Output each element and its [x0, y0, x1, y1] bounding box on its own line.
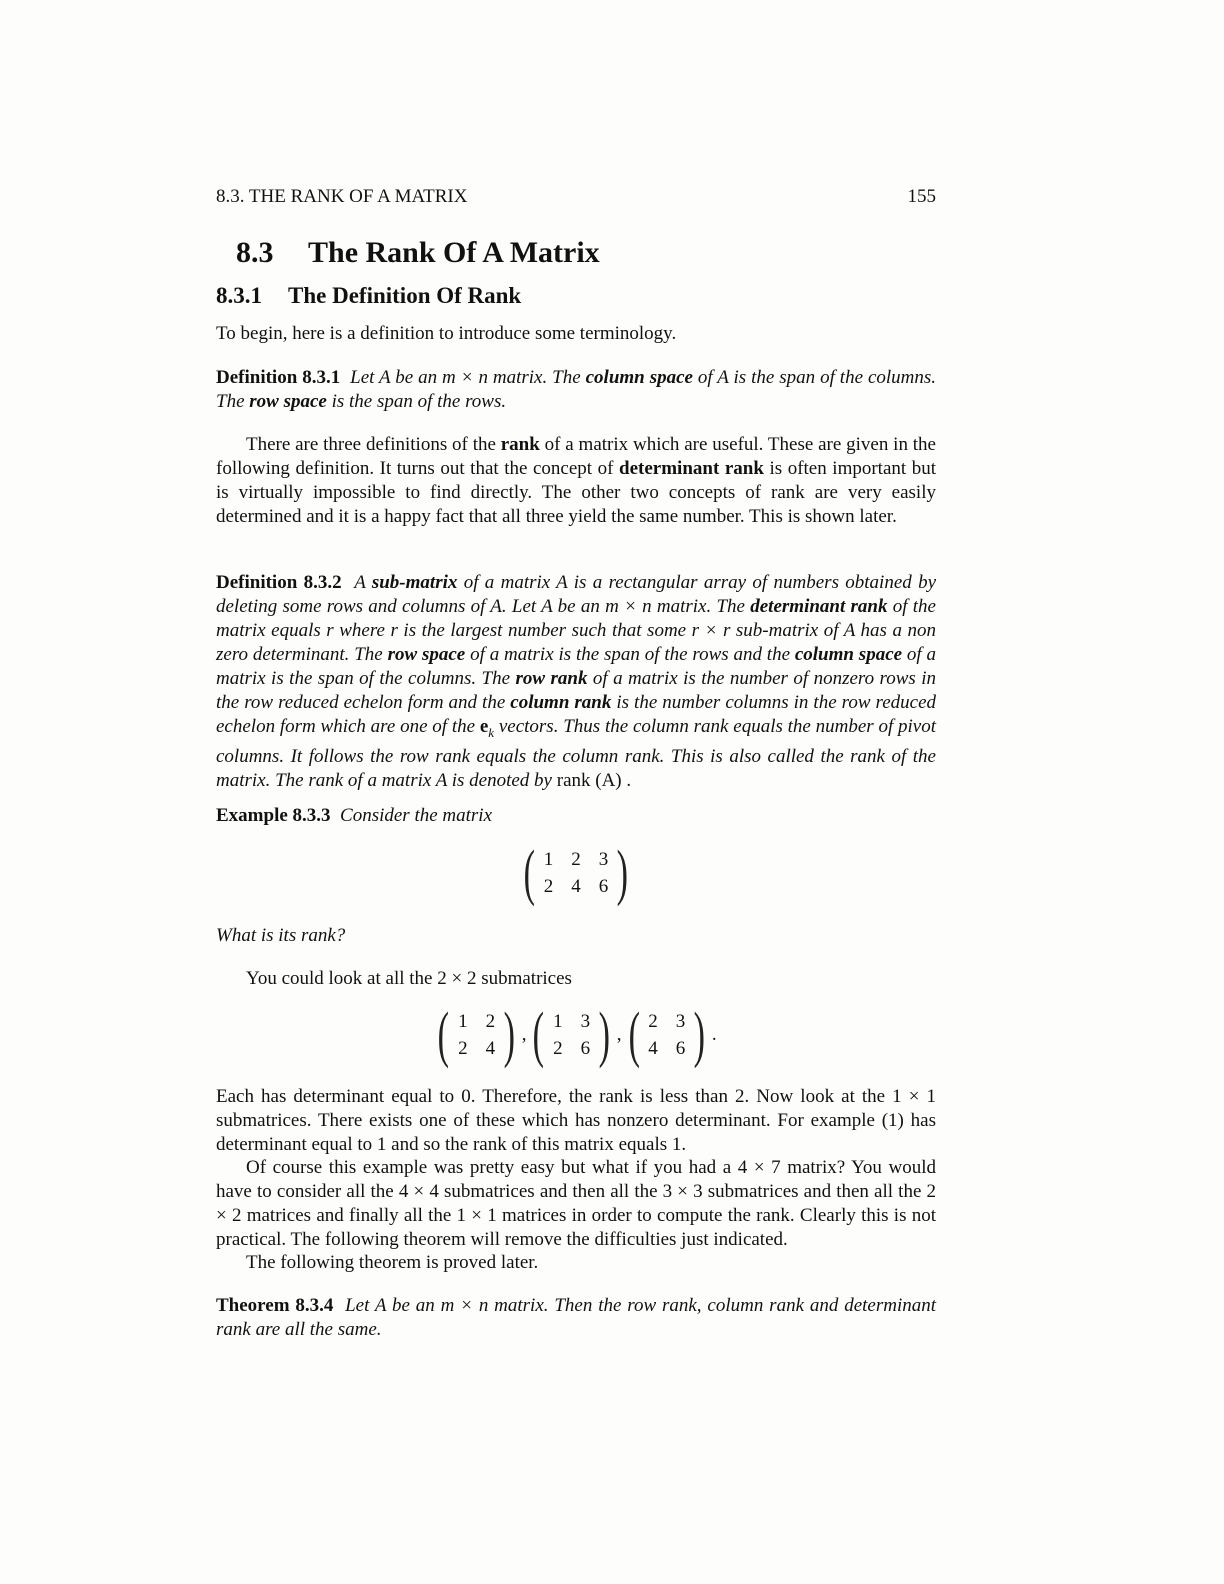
matrix-cell: 1 — [553, 1010, 563, 1032]
submatrix-separator: , — [521, 1024, 527, 1045]
term-row-rank: row rank — [515, 668, 588, 689]
paragraph-text: There are three definitions of the — [246, 434, 501, 455]
vector-subscript: k — [488, 724, 495, 740]
matrix-cell: 2 — [485, 1010, 496, 1032]
matrix-cell: 2 — [458, 1037, 468, 1059]
section-number: 8.3 — [236, 236, 274, 269]
submatrix — [528, 1001, 614, 1069]
rank-paragraph — [216, 433, 936, 529]
definition-text: of a matrix is the number of nonzero rows in the row reduced echelon form and the — [216, 668, 937, 713]
matrix-cell: 1 — [458, 1010, 468, 1032]
matrix-cell: 4 — [571, 875, 581, 897]
proved-later-paragraph: The following theorem is proved later. — [246, 1252, 539, 1273]
submatrices-row — [216, 1001, 936, 1069]
submatrix-cells — [454, 1011, 499, 1060]
left-paren: ( — [438, 1001, 450, 1069]
theorem-text: Let A be an m × n matrix. Then the row rank, column rank and determinant rank are all the same. — [216, 1295, 937, 1340]
example-text: Consider the matrix — [340, 805, 493, 826]
definition-text: of a matrix A is a rectangular array of numbers obtained by deleting some rows and columns of A. Let A be an m × n matrix. The — [216, 572, 937, 617]
matrix-cell: 1 — [543, 848, 554, 870]
term-column-space: column space — [585, 367, 693, 388]
matrix-cell: 3 — [598, 848, 609, 870]
submatrix-separator: , — [616, 1024, 622, 1045]
example-8-3-3 — [216, 804, 936, 828]
running-header-section: 8.3. THE RANK OF A MATRIX — [216, 186, 468, 207]
definition-text: of a matrix is the span of the rows and the — [465, 644, 795, 665]
definition-text: vectors. Thus the column rank equals the number of pivot columns. It follows the row rank equals the column rank. This is also called the rank of the matrix. The rank of a matrix A is denoted by — [216, 716, 937, 791]
term-column-space: column space — [794, 644, 903, 665]
matrix-cell: 4 — [485, 1037, 496, 1059]
definition-text: is the span of the rows. — [326, 391, 507, 412]
term-sub-matrix: sub-matrix — [371, 572, 458, 593]
term-row-space: row space — [249, 391, 327, 412]
submatrix — [624, 1001, 710, 1069]
definition-text: A — [354, 572, 372, 593]
matrix-cell: 2 — [648, 1010, 658, 1032]
definition-text: of A is the span of the columns. The — [216, 367, 937, 412]
submatrix — [433, 1001, 519, 1069]
subsection-number: 8.3.1 — [216, 283, 262, 308]
definition-label: Definition 8.3.1 — [216, 367, 341, 388]
subsection-heading — [216, 283, 521, 309]
submatrix-separator: . — [711, 1024, 717, 1045]
practicality-paragraph: Of course this example was pretty easy but what if you had a 4 × 7 matrix? You would have to consider all the 4 × 4 submatrices and then all the 3 × 3 submatrices and then all the 2 × 2 matrices and finally all the 1 × 1 matrices in order to compute the rank. Clearly this is not practical. The following theorem will remove the difficulties just indicated. — [216, 1157, 936, 1250]
running-header — [216, 186, 936, 208]
example-matrix-row — [216, 839, 936, 907]
term-row-space: row space — [387, 644, 466, 665]
vector-e: e — [479, 716, 489, 737]
definition-text: is the number columns in the row reduced echelon form which are one of the — [216, 692, 936, 737]
term-rank: rank — [500, 434, 540, 455]
term-column-rank: column rank — [510, 692, 612, 713]
submatrices-intro: You could look at all the 2 × 2 submatrices — [246, 968, 572, 989]
subsection-title: The Definition Of Rank — [288, 283, 522, 308]
theorem-8-3-4 — [216, 1294, 936, 1342]
right-paren: ) — [693, 1001, 706, 1069]
matrix-cell: 6 — [598, 875, 609, 897]
intro-paragraph: To begin, here is a definition to introduce some terminology. — [216, 323, 677, 344]
definition-8-3-2 — [216, 571, 936, 793]
definition-text: of a matrix is the span of the columns. The — [216, 644, 937, 689]
theorem-label: Theorem 8.3.4 — [216, 1295, 334, 1316]
determinant-paragraph: Each has determinant equal to 0. Therefore, the rank is less than 2. Now look at the 1 × 1 submatrices. There exists one of these which has nonzero determinant. For example (1) has determinant equal to 1 and so the rank of this matrix equals 1. — [216, 1086, 936, 1155]
rank-notation: rank (A) . — [556, 769, 632, 791]
matrix-cell: 3 — [580, 1010, 591, 1032]
page-number: 155 — [907, 186, 936, 207]
section-heading — [236, 236, 600, 270]
matrix-cell: 6 — [580, 1037, 591, 1059]
section-title: The Rank Of A Matrix — [308, 236, 600, 269]
paragraph-text: is often important but is virtually impossible to find directly. The other two concepts of rank are very easily determined and it is a happy fact that all three yield the same number. This is shown later. — [216, 458, 936, 527]
right-paren: ) — [598, 1001, 611, 1069]
matrix-cell: 6 — [675, 1037, 686, 1059]
left-paren: ( — [628, 1001, 640, 1069]
term-determinant-rank: determinant rank — [619, 458, 764, 479]
definition-text: of the matrix equals r where r is the largest number such that some r × r sub-matrix of A has a non zero determinant. The — [216, 596, 936, 665]
paragraph-text: of a matrix which are useful. These are given in the following definition. It turns out that the concept of — [216, 434, 936, 479]
right-paren: ) — [503, 1001, 516, 1069]
left-paren: ( — [523, 839, 536, 907]
matrix-cell: 2 — [543, 875, 554, 897]
example-matrix — [519, 839, 633, 907]
example-label: Example 8.3.3 — [216, 805, 331, 826]
matrix-cell: 4 — [648, 1037, 658, 1059]
submatrix-cells — [644, 1011, 689, 1060]
matrix-cell: 3 — [675, 1010, 686, 1032]
left-paren: ( — [533, 1001, 545, 1069]
example-question: What is its rank? — [216, 925, 346, 946]
right-paren: ) — [616, 839, 629, 907]
matrix-cells — [540, 849, 613, 898]
definition-text: Let A be an m × n matrix. The — [350, 367, 586, 388]
definition-label: Definition 8.3.2 — [216, 572, 342, 593]
definition-8-3-1 — [216, 366, 936, 414]
matrix-cell: 2 — [553, 1037, 563, 1059]
submatrix-cells — [549, 1011, 594, 1060]
term-determinant-rank: determinant rank — [750, 596, 888, 617]
matrix-cell: 2 — [571, 848, 581, 870]
